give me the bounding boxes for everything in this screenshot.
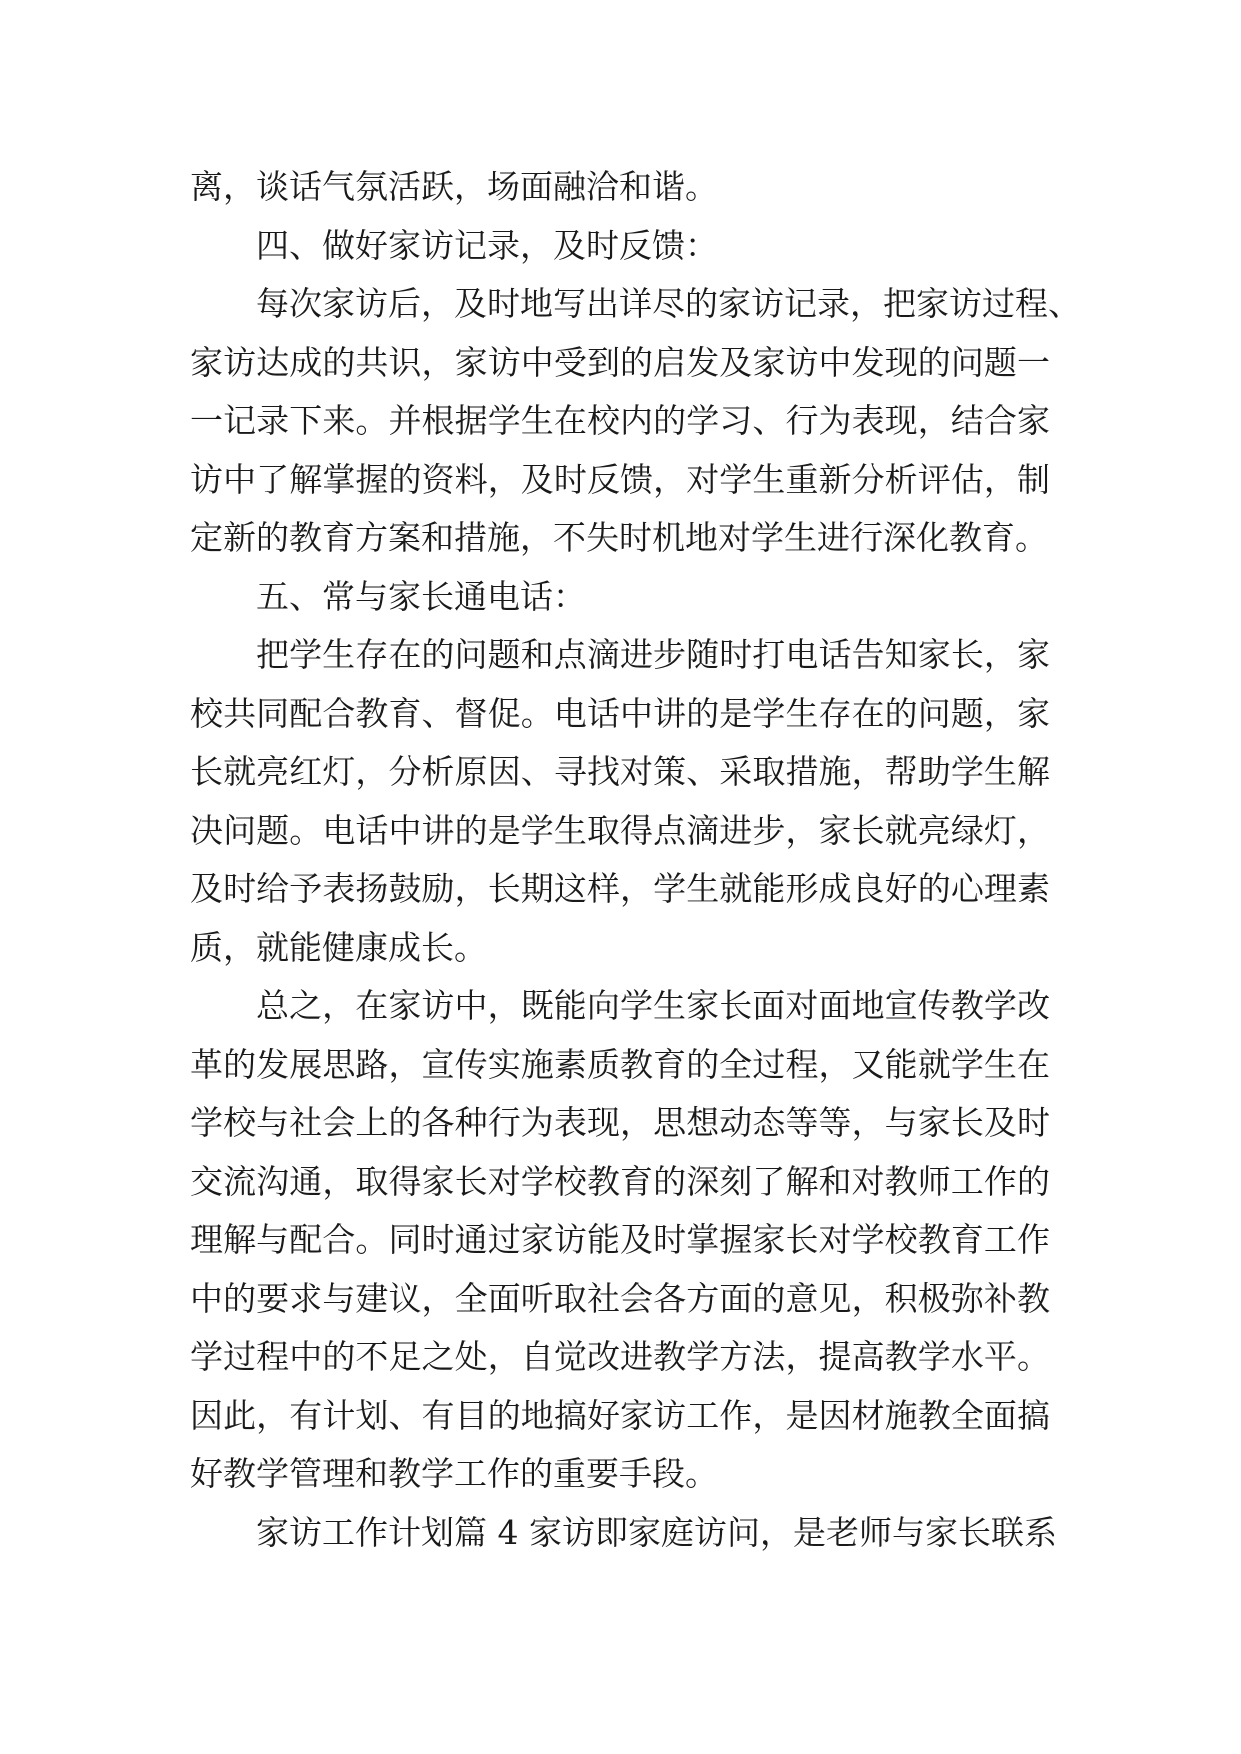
text-line: 把学生存在的问题和点滴进步随时打电话告知家长，家 bbox=[256, 635, 1050, 674]
text-line: 一记录下来。并根据学生在校内的学习、行为表现，结合家 bbox=[190, 401, 1050, 440]
text-line: 决问题。电话中讲的是学生取得点滴进步，家长就亮绿灯， bbox=[190, 810, 1050, 850]
text-line: 理解与配合。同时通过家访能及时掌握家长对学校教育工作 bbox=[190, 1220, 1050, 1259]
text-line: 定新的教育方案和措施，不失时机地对学生进行深化教育。 bbox=[190, 518, 1048, 557]
text-line: 质，就能健康成长。 bbox=[190, 927, 487, 967]
document-body bbox=[190, 158, 1081, 1562]
text-line: 好教学管理和教学工作的重要手段。 bbox=[190, 1454, 718, 1493]
text-line: 及时给予表扬鼓励，长期这样，学生就能形成良好的心理素 bbox=[190, 869, 1050, 908]
text-line: 四、做好家访记录，及时反馈： bbox=[256, 225, 718, 265]
text-line: 五、常与家长通电话： bbox=[256, 576, 586, 616]
text-line: 因此，有计划、有目的地搞好家访工作，是因材施教全面搞 bbox=[190, 1395, 1050, 1435]
text-line: 家访达成的共识，家访中受到的启发及家访中发现的问题一 bbox=[190, 342, 1050, 382]
text-line: 每次家访后，及时地写出详尽的家访记录，把家访过程、 bbox=[256, 284, 1081, 323]
text-line: 学过程中的不足之处，自觉改进教学方法，提高教学水平。 bbox=[190, 1337, 1050, 1376]
text-line: 长就亮红灯，分析原因、寻找对策、采取措施，帮助学生解 bbox=[190, 752, 1050, 791]
text-line: 交流沟通，取得家长对学校教育的深刻了解和对教师工作的 bbox=[190, 1161, 1050, 1201]
text-line: 校共同配合教育、督促。电话中讲的是学生存在的问题，家 bbox=[190, 693, 1050, 733]
text-line: 总之，在家访中，既能向学生家长面对面地宣传教学改 bbox=[256, 986, 1050, 1025]
text-line: 革的发展思路，宣传实施素质教育的全过程，又能就学生在 bbox=[190, 1044, 1050, 1084]
text-line: 离，谈话气氛活跃，场面融洽和谐。 bbox=[190, 167, 718, 206]
text-line: 访中了解掌握的资料，及时反馈，对学生重新分析评估，制 bbox=[190, 459, 1050, 499]
text-line: 学校与社会上的各种行为表现，思想动态等等，与家长及时 bbox=[190, 1103, 1050, 1142]
text-line: 家访工作计划篇 4 家访即家庭访问，是老师与家长联系 bbox=[256, 1512, 1057, 1552]
text-line: 中的要求与建议，全面听取社会各方面的意见，积极弥补教 bbox=[190, 1278, 1050, 1318]
